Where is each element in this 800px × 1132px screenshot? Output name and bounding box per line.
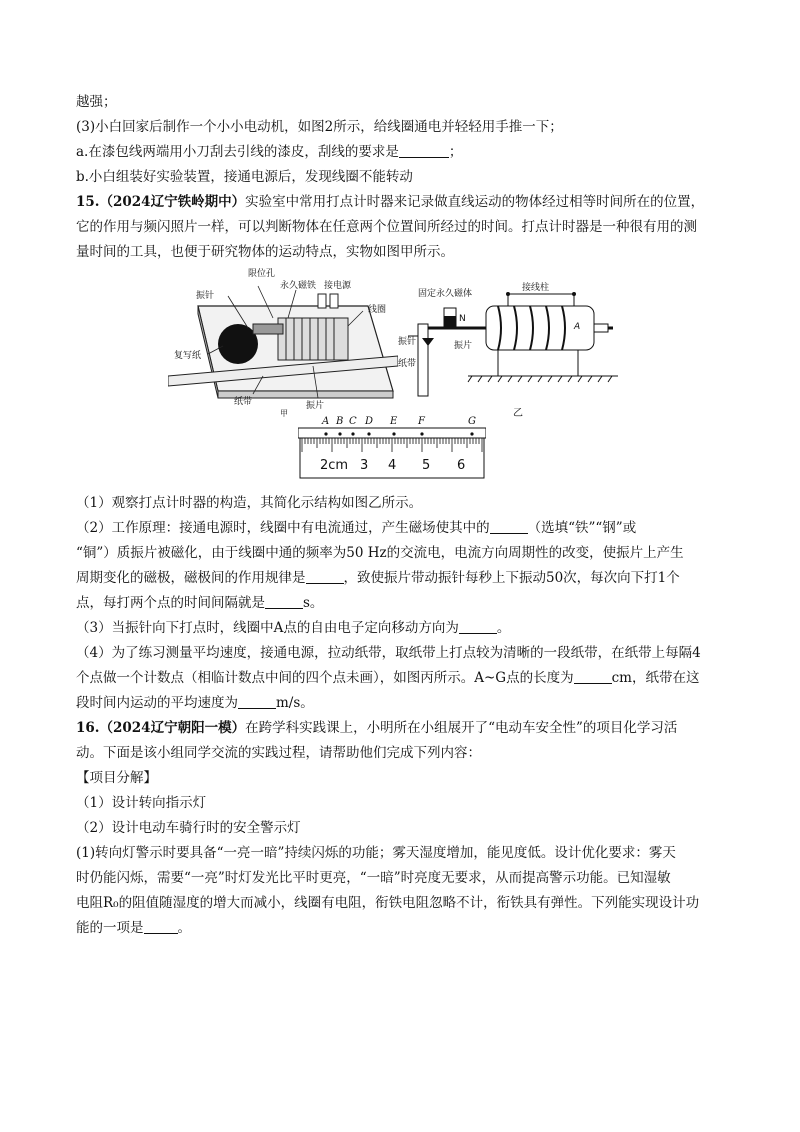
figure-jia <box>168 266 398 418</box>
answer-blank[interactable] <box>306 570 344 584</box>
text-line: （2）设计电动车骑行时的安全警示灯 <box>76 820 301 836</box>
text-line: 能的一项是 。 <box>76 920 191 936</box>
text-line: 电阻R₀的阻值随湿度的增大而减小，线圈有电阻，衔铁电阻忽略不计，衔铁具有弹性。下列能实现设计功 <box>76 895 700 911</box>
answer-blank[interactable] <box>574 670 612 684</box>
answer-blank[interactable] <box>459 620 497 634</box>
text-line: (3)小白回家后制作一个小小电动机，如图2所示，给线圈通电并轻轻用手推一下； <box>76 119 563 135</box>
text-line: “铜”）质振片被磁化，由于线圈中通的频率为50 Hz的交流电，电流方向周期性的改变，使振片上产生 <box>76 545 684 561</box>
text-line: （1）设计转向指示灯 <box>76 795 207 811</box>
label-carbon-paper: 复写纸 <box>174 351 202 361</box>
figure-bing-ruler <box>298 418 486 480</box>
text-line: （4）为了练习测量平均速度，接通电源，拉动纸带，取纸带上打点较为清晰的一段纸带，在纸带上每隔4 <box>76 645 701 661</box>
label-point-a: A <box>574 322 581 332</box>
point-label-d: D <box>365 416 374 427</box>
answer-blank[interactable] <box>399 144 449 158</box>
answer-blank[interactable] <box>238 695 276 709</box>
question-16-line: 16.（2024辽宁朝阳一模）在跨学科实践课上，小明所在小组展开了“电动车安全性”的项目化学习活 <box>76 720 678 736</box>
label-paper-tape: 纸带 <box>398 359 417 369</box>
ruler-label-4: 4 <box>388 458 397 473</box>
text-line: 【项目分解】 <box>76 770 157 786</box>
text-line: 量时间的工具，也便于研究物体的运动特点，实物如图甲所示。 <box>76 244 454 260</box>
text-line: (1)转向灯警示时要具备“一亮一暗”持续闪烁的功能；雾天湿度增加，能见度低。设计优化要求：雾天 <box>76 845 676 861</box>
point-label-c: C <box>349 416 357 427</box>
text-line: （1）观察打点计时器的构造，其简化示结构如图乙所示。 <box>76 495 423 511</box>
point-label-b: B <box>336 416 344 427</box>
ruler-label-5: 5 <box>422 458 431 473</box>
text-line: 它的作用与频闪照片一样，可以判断物体在任意两个位置间所经过的时间。打点计时器是一种很有用的测 <box>76 219 697 235</box>
text-line: 越强； <box>76 94 117 110</box>
text-line: b.小白组装好实验装置，接通电源后，发现线圈不能转动 <box>76 169 413 185</box>
point-label-f: F <box>418 416 425 427</box>
text-line: 点，每打两个点的时间间隔就是 s。 <box>76 595 324 611</box>
label-paper-tape: 纸带 <box>234 397 253 407</box>
text-line: 段时间内运动的平均速度为 m/s。 <box>76 695 314 711</box>
label-terminal: 接电源 <box>324 281 352 291</box>
text-line: 动。下面是该小组同学交流的实践过程，请帮助他们完成下列内容： <box>76 745 481 761</box>
ruler-label-2cm: 2cm <box>320 458 349 473</box>
text-line: 周期变化的磁极，磁极间的作用规律是 ，致使振片带动振针每秒上下振动50次，每次向下打1个 <box>76 570 680 586</box>
label-pole-n: N <box>459 314 466 324</box>
figure-caption-jia: 甲 <box>280 409 288 418</box>
text-line: （3）当振针向下打点时，线圈中A点的自由电子定向移动方向为 。 <box>76 620 511 636</box>
question-15-line: 15.（2024辽宁铁岭期中）实验室中常用打点计时器来记录做直线运动的物体经过相等时间所在的位置， <box>76 194 705 210</box>
label-coil: 线圈 <box>368 305 387 315</box>
label-permanent-magnet: 永久磁铁 <box>280 281 317 291</box>
label-fixed-magnet: 固定永久磁体 <box>418 289 473 299</box>
answer-blank[interactable] <box>490 520 528 534</box>
answer-blank[interactable] <box>144 920 178 934</box>
point-label-e: E <box>390 416 398 427</box>
answer-blank[interactable] <box>265 595 303 609</box>
text-line: a.在漆包线两端用小刀刮去引线的漆皮，刮线的要求是 ； <box>76 144 463 160</box>
point-label-a: A <box>322 416 330 427</box>
label-terminal-post: 接线柱 <box>522 283 550 293</box>
text-line: 个点做一个计数点（相临计数点中间的四个点未画），如图丙所示。A~G点的长度为 cm，纸带在这 <box>76 670 700 686</box>
figure-caption-yi: 乙 <box>513 408 523 419</box>
figure-yi <box>398 276 628 419</box>
label-needle: 振针 <box>398 337 417 347</box>
text-line: （2）工作原理：接通电源时，线圈中有电流通过，产生磁场使其中的 （选填“铁”“钢”或 <box>76 520 637 536</box>
point-label-g: G <box>468 416 476 427</box>
ruler-label-6: 6 <box>457 458 466 473</box>
ruler-label-3: 3 <box>360 458 369 473</box>
label-needle: 振针 <box>196 291 215 301</box>
label-vibrating-plate: 振片 <box>454 341 473 351</box>
label-vibrating-plate: 振片 <box>306 401 325 411</box>
label-limit-hole: 限位孔 <box>248 269 276 279</box>
text-line: 时仍能闪烁，需要“一亮”时灯发光比平时更亮，“一暗”时亮度无要求，从而提高警示功能。已知湿敏 <box>76 870 671 886</box>
